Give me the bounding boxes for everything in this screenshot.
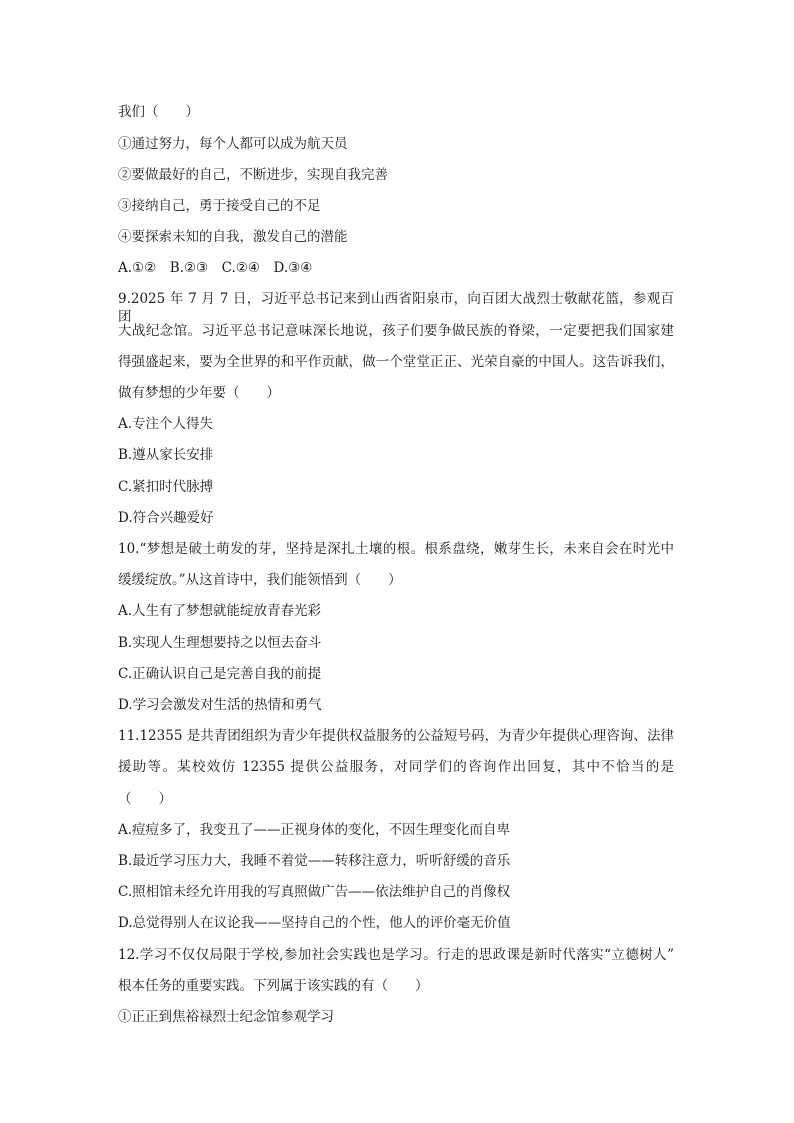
q8-statement-3: ③接纳自己，勇于接受自己的不足 [118, 198, 321, 214]
q10-option-d: D.学习会激发对生活的热情和勇气 [118, 697, 322, 713]
q11-option-d: D.总觉得别人在议论我——坚持自己的个性，他人的评价毫无价值 [118, 915, 511, 931]
q8-statement-4: ④要探索未知的自我，激发自己的潜能 [118, 229, 348, 245]
q9-stem-line-2: 大战纪念馆。习近平总书记意味深长地说，孩子们要争做民族的脊梁，一定要把我们国家建 [118, 323, 674, 339]
q10-stem-line-1: 10.“梦想是破土萌发的芽，坚持是深扎土壤的根。根系盘绕，嫩芽生长，未来自会在时光中 [118, 541, 674, 557]
q9-option-d: D.符合兴趣爱好 [118, 510, 214, 526]
q9-option-b: B.遵从家长安排 [118, 447, 214, 463]
q10-option-a: A.人生有了梦想就能绽放青春光彩 [118, 603, 322, 619]
q11-option-c: C.照相馆未经允许用我的写真照做广告——依法维护自己的肖像权 [118, 884, 511, 900]
q9-option-c: C.紧扣时代脉搏 [118, 479, 214, 495]
q9-stem-line-1: 9.2025 年 7 月 7 日，习近平总书记来到山西省阳泉市，向百团大战烈士敬献花篮，参观百团 [118, 291, 674, 325]
q10-stem-line-2: 缓缓绽放。”从这首诗中，我们能领悟到（ ） [118, 572, 402, 588]
q8-statement-1: ①通过努力，每个人都可以成为航天员 [118, 136, 348, 152]
q11-stem-line-2: 援助等。某校效仿 12355 提供公益服务，对同学们的咨询作出回复，其中不恰当的是 [118, 759, 674, 775]
q11-stem-line-1: 11.12355 是共青团组织为青少年提供权益服务的公益短号码，为青少年提供心理咨询、法律 [118, 728, 674, 744]
q9-stem-line-4: 做有梦想的少年要（ ） [118, 385, 280, 401]
q11-option-a: A.痘痘多了，我变丑了——正视身体的变化，不因生理变化而自卑 [118, 822, 511, 838]
question-8-stem-end: 我们（ ） [118, 104, 199, 120]
q12-stem-line-2: 根本任务的重要实践。下列属于该实践的有（ ） [118, 978, 429, 994]
q9-option-a: A.专注个人得失 [118, 416, 214, 432]
q11-option-b: B.最近学习压力大，我睡不着觉——转移注意力，听听舒缓的音乐 [118, 853, 511, 869]
q10-option-b: B.实现人生理想要持之以恒去奋斗 [118, 635, 322, 651]
q9-stem-line-3: 得强盛起来，要为全世界的和平作贡献，做一个堂堂正正、光荣自豪的中国人。这告诉我们， [118, 354, 674, 370]
q8-options: A.①② B.②③ C.②④ D.③④ [118, 260, 313, 276]
q11-stem-line-3: （ ） [118, 791, 172, 807]
q8-statement-2: ②要做最好的自己，不断进步，实现自我完善 [118, 167, 388, 183]
q10-option-c: C.正确认识自己是完善自我的前提 [118, 666, 322, 682]
q12-stem-line-1: 12.学习不仅仅局限于学校,参加社会实践也是学习。行走的思政课是新时代落实“立德树人” [118, 947, 674, 963]
q12-statement-1: ①正正到焦裕禄烈士纪念馆参观学习 [118, 1009, 334, 1025]
